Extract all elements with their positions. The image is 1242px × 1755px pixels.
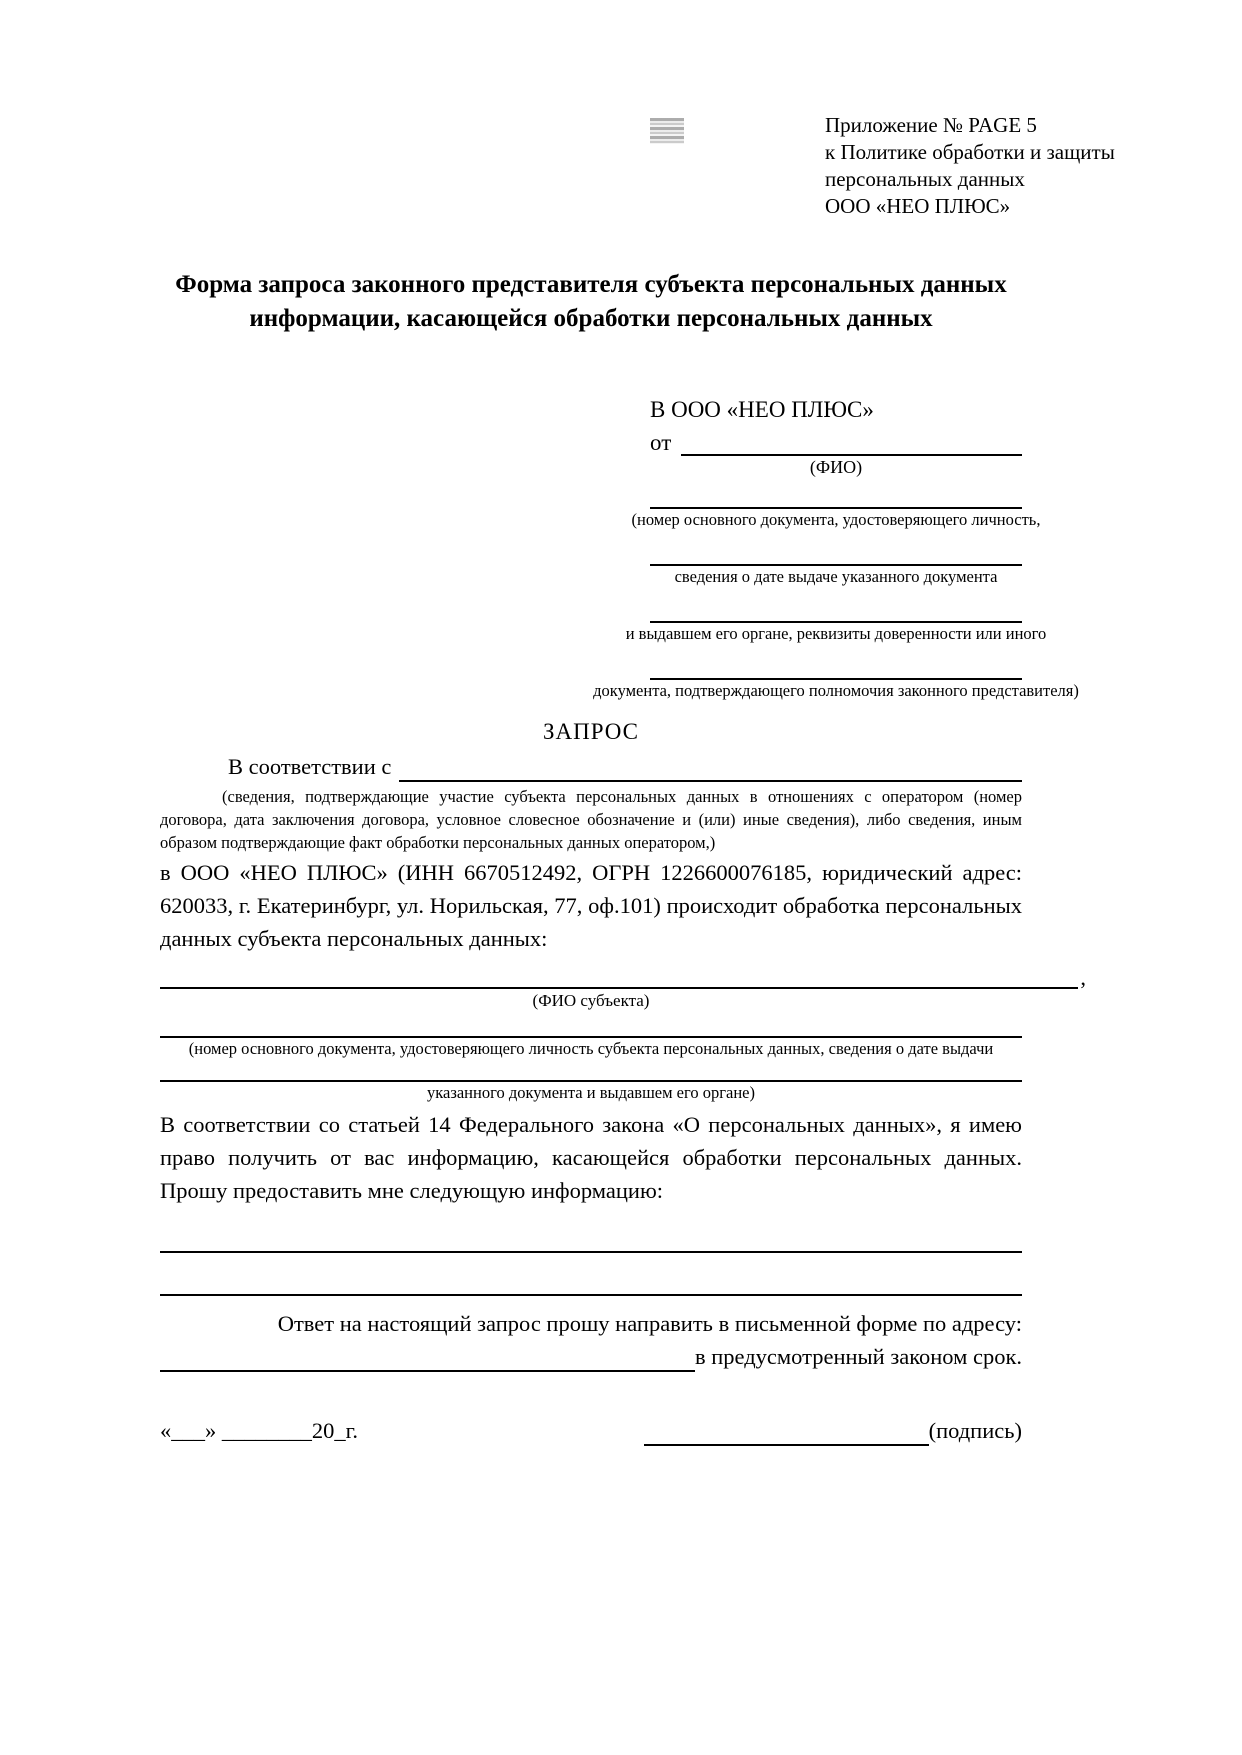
appendix-header-line: Приложение № PAGE 5 <box>825 113 1037 137</box>
subject-doc-caption: указанного документа и выдавшем его органе) <box>427 1083 755 1102</box>
request-heading: ЗАПРОС <box>542 719 640 744</box>
blank-field-line <box>160 1012 1022 1038</box>
appendix-header-line: ООО «НЕО ПЛЮС» <box>825 194 1011 218</box>
trailing-comma: , <box>1080 965 1086 990</box>
page-title-line1: Форма запроса законного представителя субъекта персональных данных <box>175 271 1007 298</box>
appendix-header-line: к Политике обработки и защиты <box>825 140 1115 164</box>
reply-tail: в предусмотренный законом срок. <box>695 1344 1022 1369</box>
fine-print-note: (сведения, подтверждающие участие субъекта персональных данных в отношениях с оператором (номер договора, дата заключения договора, условное словесное обозначение и (или) иные сведения), либо сведения, иным образом подтверждающие факт обработки персональных данных оператором,) <box>160 787 1022 852</box>
field-caption: сведения о дате выдаче указанного документа <box>674 567 998 586</box>
document-content <box>160 0 1086 1446</box>
blank-field-line <box>644 1420 929 1446</box>
field-caption: документа, подтверждающего полномочия законного представителя) <box>593 681 1079 700</box>
page-title <box>160 268 1022 336</box>
from-label: от <box>650 430 672 455</box>
page-title-line2: информации, касающейся обработки персональных данных <box>249 305 933 332</box>
blank-field-line <box>650 531 1022 566</box>
appendix-header-line: персональных данных <box>825 167 1025 191</box>
law-paragraph: В соответствии со статьей 14 Федерального закона «О персональных данных», я имею право получить от вас информацию, касающейся обработки персональных данных. Прошу предоставить мне следующую информацию: <box>160 1112 1022 1203</box>
blank-field-line <box>399 754 1022 782</box>
blank-field-line <box>650 588 1022 623</box>
reply-instruction: Ответ на настоящий запрос прошу направить в письменной форме по адресу: <box>277 1311 1022 1336</box>
subject-fio-caption: (ФИО субъекта) <box>532 991 650 1010</box>
blank-field-line <box>650 493 1022 509</box>
signature-field <box>644 1416 1022 1446</box>
blank-field-line <box>650 645 1022 680</box>
addressee-block <box>593 396 1079 702</box>
accordance-field <box>160 752 1022 782</box>
blank-field-line <box>681 430 1022 456</box>
blank-field-line <box>160 1253 1022 1296</box>
from-field <box>650 430 1022 456</box>
subject-doc-caption: (номер основного документа, удостоверяющего личность субъекта персональных данных, сведения о дате выдачи <box>188 1039 994 1058</box>
date-line: «___» ________20_г. <box>160 1418 358 1443</box>
blank-field-line <box>160 967 1078 989</box>
signature-caption: (подпись) <box>928 1418 1022 1443</box>
signature-row <box>160 1416 1022 1446</box>
blank-field-line <box>160 1207 1022 1253</box>
blank-field-line <box>160 1346 695 1372</box>
field-caption: и выдавшем его органе, реквизиты доверенности или иного <box>625 624 1047 643</box>
blank-field-line <box>160 1060 1022 1082</box>
field-caption: (номер основного документа, удостоверяющего личность, <box>631 510 1041 529</box>
subject-fio-field <box>160 967 1086 989</box>
reply-address-field <box>160 1341 1022 1372</box>
accordance-label: В соответствии с <box>228 754 392 779</box>
addressee-to: В ООО «НЕО ПЛЮС» <box>650 397 874 422</box>
fio-caption: (ФИО) <box>809 457 863 477</box>
operator-paragraph: в ООО «НЕО ПЛЮС» (ИНН 6670512492, ОГРН 1226600076185, юридический адрес: 620033, г. Екатеринбург, ул. Норильская, 77, оф.101) происходит обработка персональных данных субъекта персональных данных: <box>160 860 1022 951</box>
